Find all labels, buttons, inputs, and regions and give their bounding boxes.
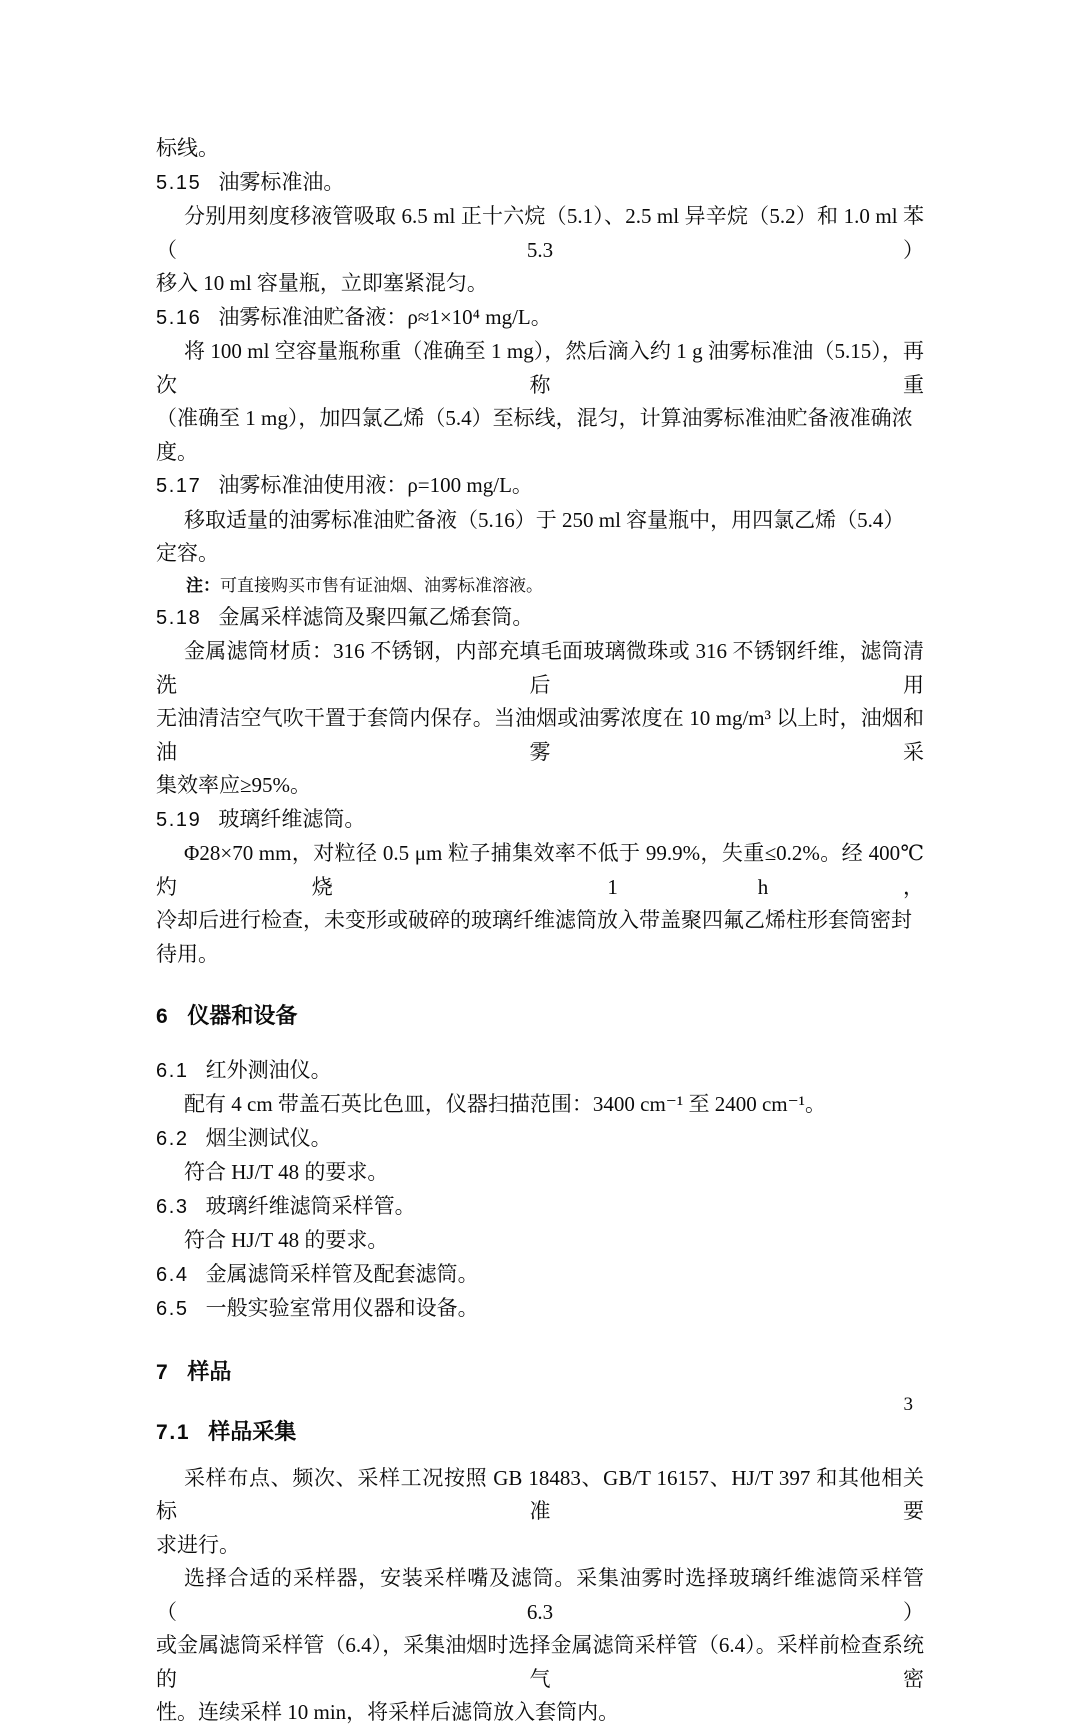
doc-line [156, 635, 924, 702]
clause-line [156, 166, 924, 201]
line-text: 玻璃纤维滤筒采样管。 [205, 1193, 416, 1218]
clause-number: 5.15 [156, 171, 202, 194]
doc-line [156, 335, 924, 402]
line-text: 分别用刻度移液管吸取 6.5 ml 正十六烷（5.1）、2.5 ml 异辛烷（5.2）和 1.0 ml 苯（5.3） [156, 204, 924, 262]
line-text: 采样布点、频次、采样工况按照 GB 18483、GB/T 16157、HJ/T 397 和其他相关标准要 [156, 1465, 924, 1523]
clause-number: 6.1 [156, 1059, 189, 1082]
clause-number: 6.2 [156, 1127, 189, 1150]
line-text: 金属采样滤筒及聚四氟乙烯套筒。 [218, 604, 534, 629]
line-text: 烟尘测试仪。 [205, 1125, 332, 1150]
clause-line [156, 1054, 924, 1089]
doc-line [156, 769, 924, 803]
line-text: 将 100 ml 空容量瓶称重（准确至 1 mg），然后滴入约 1 g 油雾标准油（5.15），再次称重 [156, 339, 924, 397]
note-line [156, 571, 924, 601]
doc-line [156, 1562, 924, 1629]
line-text: 符合 HJ/T 48 的要求。 [184, 1228, 389, 1252]
line-text: 移取适量的油雾标准油贮备液（5.16）于 250 ml 容量瓶中，用四氯乙烯（5.4）定容。 [156, 507, 905, 565]
doc-line [156, 702, 924, 769]
line-text: 标线。 [156, 136, 219, 160]
clause-number: 6.4 [156, 1263, 189, 1286]
clause-number: 6.3 [156, 1195, 189, 1218]
clause-number: 5.18 [156, 606, 202, 629]
line-text: （准确至 1 mg），加四氯乙烯（5.4）至标线，混匀，计算油雾标准油贮备液准确浓度。 [156, 406, 913, 464]
line-text: 或金属滤筒采样管（6.4），采集油烟时选择金属滤筒采样管（6.4）。采样前检查系统的气密 [156, 1633, 924, 1691]
clause-line [156, 803, 924, 838]
doc-line [156, 1529, 924, 1563]
line-text: 选择合适的采样器，安装采样嘴及滤筒。采集油雾时选择玻璃纤维滤筒采样管（6.3） [156, 1566, 924, 1624]
line-text: 金属滤筒材质：316 不锈钢，内部充填毛面玻璃微珠或 316 不锈钢纤维，滤筒清洗后用 [156, 639, 924, 697]
clause-number: 5.19 [156, 808, 202, 831]
doc-line [156, 1156, 924, 1190]
doc-line [156, 132, 924, 166]
doc-line [156, 1088, 924, 1122]
line-text: 油雾标准油使用液：ρ=100 mg/L。 [218, 473, 533, 497]
section-heading [156, 1355, 924, 1390]
clause-line [156, 1122, 924, 1157]
doc-line [156, 1462, 924, 1529]
line-text: 一般实验室常用仪器和设备。 [205, 1296, 479, 1320]
section-heading [156, 999, 924, 1034]
line-text: 冷却后进行检查，未变形或破碎的玻璃纤维滤筒放入带盖聚四氟乙烯柱形套筒密封待用。 [156, 908, 912, 966]
line-text: 可直接购买市售有证油烟、油雾标准溶液。 [220, 575, 543, 595]
clause-line [156, 1258, 924, 1293]
doc-line [156, 1696, 924, 1730]
note-label: 注： [186, 575, 220, 595]
line-text: 玻璃纤维滤筒。 [218, 806, 366, 831]
line-text: Φ28×70 mm，对粒径 0.5 μm 粒子捕集效率不低于 99.9%，失重≤0.2%。经 400℃灼烧 1 h， [156, 841, 924, 899]
line-text: 移入 10 ml 容量瓶，立即塞紧混匀。 [156, 271, 488, 295]
line-text: 油雾标准油。 [218, 169, 345, 194]
clause-line [156, 601, 924, 636]
heading-text: 仪器和设备 [187, 1003, 298, 1028]
line-text: 金属滤筒采样管及配套滤筒。 [205, 1261, 479, 1286]
doc-line [156, 267, 924, 301]
line-text: 符合 HJ/T 48 的要求。 [184, 1160, 389, 1184]
heading-text: 样品采集 [208, 1419, 297, 1444]
clause-number: 6 [156, 1005, 170, 1028]
doc-line [156, 904, 924, 971]
doc-line [156, 504, 924, 571]
line-text: 油雾标准油贮备液：ρ≈1×10⁴ mg/L。 [218, 304, 552, 329]
line-text: 配有 4 cm 带盖石英比色皿，仪器扫描范围：3400 cm⁻¹ 至 2400 cm⁻¹。 [184, 1092, 826, 1116]
page-body [156, 132, 924, 1730]
clause-number: 7 [156, 1360, 170, 1384]
clause-number: 5.16 [156, 306, 202, 329]
line-text: 求进行。 [156, 1532, 240, 1557]
clause-line [156, 469, 924, 504]
line-text: 集效率应≥95%。 [156, 773, 312, 797]
page-number: 3 [903, 1394, 913, 1415]
clause-line [156, 301, 924, 336]
section-heading [156, 1415, 924, 1450]
doc-line [156, 1224, 924, 1258]
heading-text: 样品 [187, 1358, 232, 1384]
line-text: 性。连续采样 10 min，将采样后滤筒放入套筒内。 [156, 1700, 620, 1724]
clause-number: 7.1 [156, 1421, 191, 1444]
line-text: 红外测油仪。 [205, 1057, 332, 1082]
clause-line [156, 1190, 924, 1225]
doc-line [156, 837, 924, 904]
clause-number: 5.17 [156, 475, 202, 497]
clause-line [156, 1292, 924, 1327]
doc-line [156, 402, 924, 469]
doc-line [156, 1629, 924, 1696]
line-text: 无油清洁空气吹干置于套筒内保存。当油烟或油雾浓度在 10 mg/m³ 以上时，油烟和油雾采 [156, 706, 924, 764]
doc-line [156, 200, 924, 267]
clause-number: 6.5 [156, 1298, 189, 1320]
